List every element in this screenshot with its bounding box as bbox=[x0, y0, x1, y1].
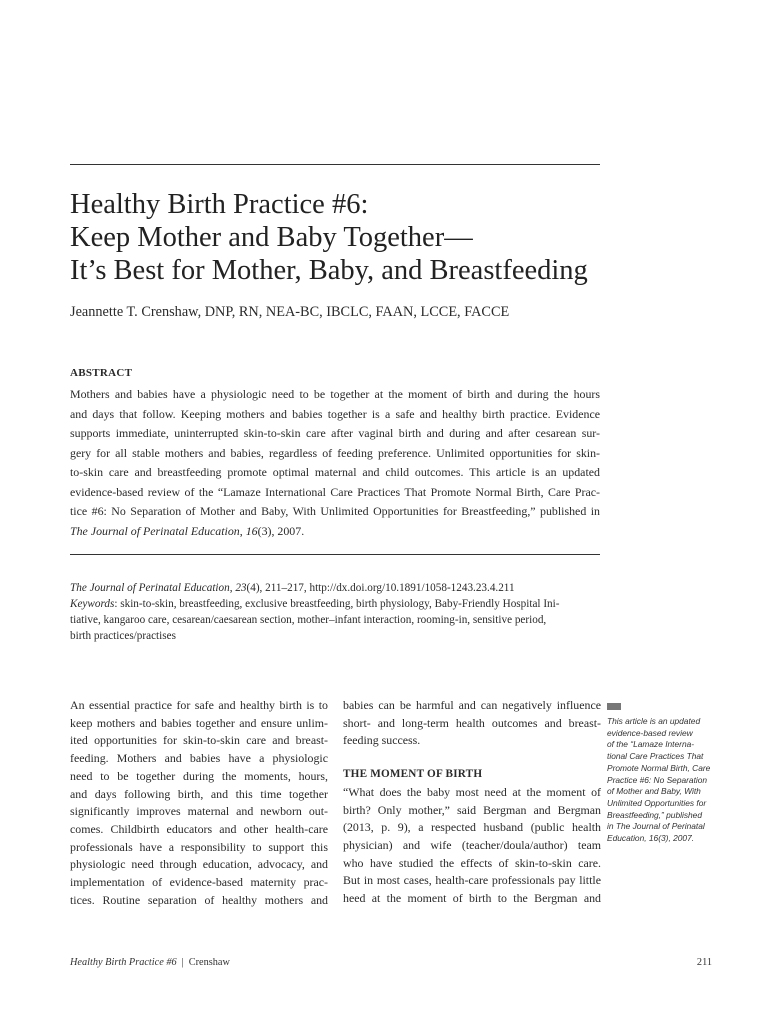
body-line: need to be together during the moments, hours, bbox=[70, 768, 328, 783]
body-line: But in most cases, health-care professionals pay little bbox=[343, 873, 601, 888]
sidenote-line: This article is an updated bbox=[607, 716, 701, 726]
page-number: 211 bbox=[696, 957, 712, 968]
keywords-line: tiative, kangaroo care, cesarean/caesarean section, mother–infant interaction, rooming-in, sensitive period, bbox=[70, 614, 547, 626]
abstract-heading: ABSTRACT bbox=[70, 367, 133, 379]
keywords-line bbox=[70, 596, 600, 612]
author-line: Jeannette T. Crenshaw, DNP, RN, NEA-BC, IBCLC, FAAN, LCCE, FACCE bbox=[70, 304, 510, 320]
body-line: birth? Only mother,” said Bergman and Bergman bbox=[343, 802, 601, 817]
abstract-line: evidence-based review of the “Lamaze International Care Practices That Promote Normal Birth, Care Prac- bbox=[70, 484, 600, 499]
body-line: and days following birth, and this time together bbox=[70, 786, 328, 801]
body-line: implementation of evidence-based maternity prac- bbox=[70, 875, 328, 890]
issue-year: (3), 2007. bbox=[257, 523, 305, 538]
sidenote-line: evidence-based review bbox=[607, 727, 693, 738]
body-line: tices. Routine separation of healthy mothers and bbox=[70, 892, 328, 907]
body-line: significantly improves maternal and newborn out- bbox=[70, 804, 328, 819]
body-line: babies can be harmful and can negatively influence bbox=[343, 698, 601, 712]
keywords-line: birth practices/practises bbox=[70, 630, 176, 642]
abstract-line: and days that follow. Keeping mothers and babies together is a safe and healthy birth practice. Evidence bbox=[70, 406, 600, 421]
journal-name: The Journal of Perinatal Education bbox=[70, 523, 240, 538]
body-column-left bbox=[70, 697, 328, 909]
article-title bbox=[70, 188, 630, 287]
abstract-line bbox=[70, 522, 600, 542]
volume-number: 16 bbox=[245, 523, 258, 538]
title-line: It’s Best for Mother, Baby, and Breastfeeding bbox=[70, 255, 588, 286]
abstract-body bbox=[70, 385, 600, 541]
mid-rule bbox=[70, 554, 600, 555]
volume-number: 23 bbox=[235, 582, 247, 594]
body-line: feeding. Mothers and babies have a physiologic bbox=[70, 751, 328, 766]
body-line: physician) and wife (teacher/doula/author) team bbox=[343, 837, 601, 852]
title-line: Keep Mother and Baby Together— bbox=[70, 222, 473, 253]
keywords-label: Keywords bbox=[70, 598, 115, 610]
running-title: Healthy Birth Practice #6 bbox=[70, 957, 177, 968]
body-line: heed at the moment of birth to the Bergman and bbox=[343, 891, 601, 906]
abstract-line: supports immediate, uninterrupted skin-to-skin care after vaginal birth and during and after cesarean sur- bbox=[70, 426, 600, 440]
keywords-text: : skin-to-skin, breastfeeding, exclusive breastfeeding, birth physiology, Baby-Friendly Hospital Ini- bbox=[114, 598, 560, 610]
abstract-line: tice #6: No Separation of Mother and Baby, With Unlimited Opportunities for Breastfeeding,” published in bbox=[70, 504, 600, 518]
citation-block bbox=[70, 580, 600, 644]
body-line: comes. Childbirth educators and other health-care bbox=[70, 821, 328, 836]
journal-name: The Journal of Perinatal Education bbox=[70, 582, 230, 594]
body-line: keep mothers and babies together and ensure unlim- bbox=[70, 715, 328, 730]
citation-line bbox=[70, 580, 600, 596]
sidenote-line: of the “Lamaze Interna- bbox=[607, 739, 695, 750]
footer-author: Crenshaw bbox=[188, 957, 230, 968]
sidenote-line: Education, 16(3), 2007. bbox=[607, 833, 695, 844]
body-line: professionals have a responsibility to support this bbox=[70, 839, 328, 854]
margin-note bbox=[607, 716, 722, 845]
sidenote-line: Unlimited Opportunities for bbox=[607, 797, 707, 808]
body-line: physiologic need through education, advocacy, and bbox=[70, 857, 328, 872]
abstract-line: to-skin care and breastfeeding promote optimal maternal and child outcomes. This article is an updated bbox=[70, 465, 600, 479]
running-footer bbox=[70, 957, 230, 968]
footer-separator: | bbox=[181, 957, 184, 968]
abstract-line: gery for all stable mothers and babies, regardless of feeding preference. Unlimited opportunities for skin- bbox=[70, 445, 600, 460]
title-line: Healthy Birth Practice #6: bbox=[70, 189, 369, 220]
body-line: who have studied the effects of skin-to-skin care. bbox=[343, 855, 601, 870]
sidenote-line: tional Care Practices That bbox=[607, 751, 704, 762]
sidenote-line: Promote Normal Birth, Care bbox=[607, 762, 711, 773]
body-line: (2013, p. 9), a respected husband (public health bbox=[343, 820, 601, 835]
body-line: An essential practice for safe and healthy birth is to bbox=[70, 698, 328, 712]
sidenote-line: in The Journal of Perinatal bbox=[607, 821, 705, 832]
body-column-right bbox=[343, 697, 601, 908]
top-rule bbox=[70, 164, 600, 165]
citation-doi[interactable]: (4), 211–217, http://dx.doi.org/10.1891/1058-1243.23.4.211 bbox=[246, 582, 515, 594]
sidenote-marker-icon bbox=[607, 703, 621, 710]
abstract-line: Mothers and babies have a physiologic need to be together at the moment of birth and during the hours bbox=[70, 387, 600, 401]
sidenote-line: of Mother and Baby, With bbox=[607, 786, 701, 797]
section-heading: THE MOMENT OF BIRTH bbox=[343, 768, 483, 781]
text-separator: , bbox=[229, 582, 236, 594]
text-separator: , bbox=[239, 523, 246, 538]
sidenote-line: Breastfeeding,” published bbox=[607, 809, 702, 820]
body-line: short- and long-term health outcomes and breast- bbox=[343, 715, 601, 730]
body-line: feeding success. bbox=[343, 733, 421, 748]
sidenote-line: Practice #6: No Separation bbox=[607, 774, 708, 785]
body-line: “What does the baby most need at the moment of bbox=[343, 784, 601, 799]
body-line: ited opportunities for skin-to-skin care and breast- bbox=[70, 733, 328, 748]
